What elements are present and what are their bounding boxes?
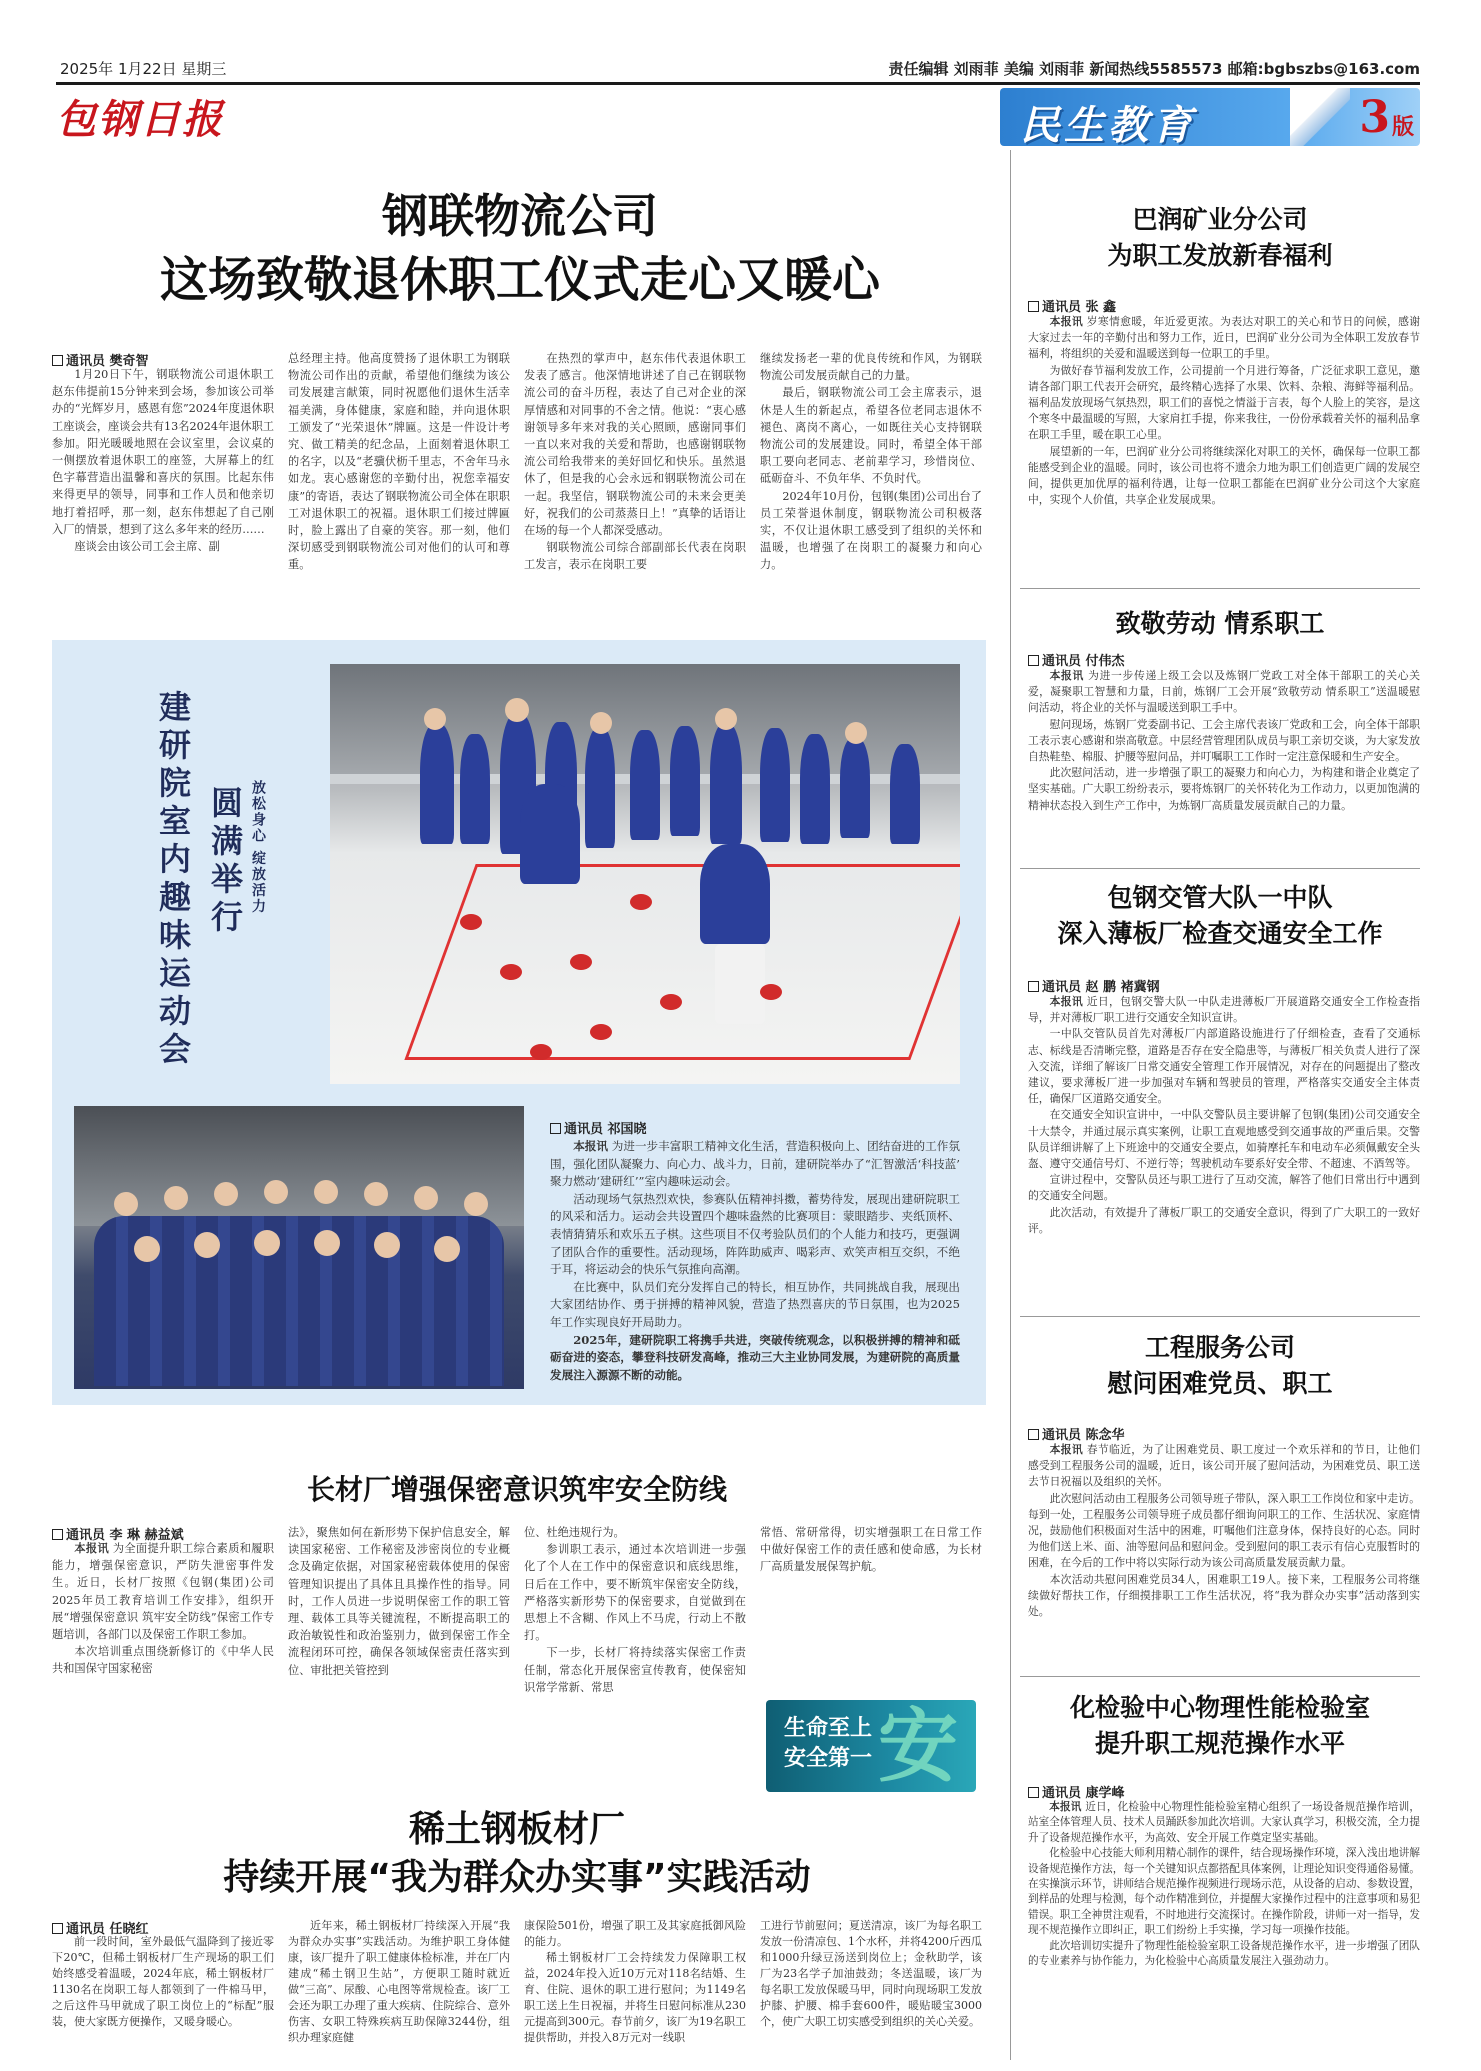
paragraph: 近年来，稀土钢板材厂持续深入开展“我为群众办实事”实践活动。为维护职工身体健康，该厂提升了职工健康体检标准，并在厂内建成“稀土钢卫生站”，方便职工随时就近做“三高”、尿酸、心电图等常规检查。该厂工会还为职工办理了重大疾病、住院综合、意外伤害、女职工特殊疾病互助保障3244份，组织办理家庭健 xyxy=(288,1919,510,2044)
photo-head xyxy=(264,1180,288,1204)
photo-head xyxy=(214,1182,238,1206)
article1-title-line2: 这场致敬退休职工仪式走心又暖心 xyxy=(159,252,880,308)
right1-body xyxy=(1028,314,1420,508)
photo-toy xyxy=(500,964,522,980)
header-rule xyxy=(56,82,1420,85)
article1-col1 xyxy=(52,366,274,555)
paragraph-text: 近日，化检验中心物理性能检验室精心组织了一场设备规范操作培训，站室全体管理人员、技术人员踊跃参加此次培训。大家认真学习，积极交流，全力提升了设备规范操作水平，为高效、安全开展工作奠定坚实基础。 xyxy=(1028,1801,1421,1844)
right2-body xyxy=(1028,668,1420,814)
photo-person xyxy=(420,724,454,844)
divider xyxy=(1020,868,1420,869)
secrecy-title: 长材厂增强保密意识筑牢安全防线 xyxy=(306,1473,727,1506)
lead-tag: 本报讯 xyxy=(74,1542,109,1555)
paragraph: 此次培训切实提升了物理性能检验室职工设备规范操作水平，进一步增强了团队的专业素养与协作能力，为化检验中心高质量发展注入强劲动力。 xyxy=(1028,1939,1420,1968)
photo-person xyxy=(710,724,742,844)
article1-title xyxy=(60,186,980,310)
right4-title-line1: 工程服务公司 xyxy=(1144,1333,1295,1362)
newspaper-logo: 包钢日报 xyxy=(56,96,224,143)
paragraph: 此次慰问活动，进一步增强了职工的凝聚力和向心力，为构建和谐企业奠定了坚实基础。广大职工纷纷表示，要将炼钢厂的关怀转化为工作动力，以更加饱满的精神状态投入到生产工作中，为炼钢厂高质量发展贡献自己的力量。 xyxy=(1028,766,1420,812)
rare-title-line2: 持续开展“我为群众办实事”实践活动 xyxy=(223,1857,811,1898)
paragraph: 总经理主持。他高度赞扬了退休职工为钢联物流公司作出的贡献，希望他们继续为该公司发展建言献策，同时祝愿他们退休生活幸福美满，身体健康，家庭和睦，并向退休职工颁发了“光荣退休”牌匾。这是一件设计考究、做工精美的纪念品，上面刻着退休职工的名字，以及“老骥伏枥千里志，不舍年马永如龙。衷心感谢您的辛勤付出，祝您幸福安康”的寄语，表达了钢联物流公司全体在职职工对退休职工的祝福。退休职工们接过牌匾时，脸上露出了自豪的笑容。那一刻，他们深切感受到钢联物流公司对他们的认可和尊重。 xyxy=(288,352,510,572)
paragraph: 宣讲过程中，交警队员还与职工进行了互动交流，解答了他们日常出行中遇到的交通安全问题。 xyxy=(1028,1173,1420,1203)
article1-col3 xyxy=(524,350,746,574)
photo-head xyxy=(374,1232,400,1258)
article1-col4 xyxy=(760,350,982,574)
photo-head xyxy=(434,1236,460,1262)
photo-toy xyxy=(630,894,652,910)
feature-subtitle: 放松身心 绽放活力 xyxy=(250,780,266,915)
right4-title xyxy=(1020,1330,1420,1402)
right3-title-line2: 深入薄板厂检查交通安全工作 xyxy=(1057,919,1383,948)
lead-tag: 本报讯 xyxy=(1049,995,1083,1008)
paragraph: 座谈会由该公司工会主席、副 xyxy=(74,540,220,554)
photo-toy xyxy=(530,1044,552,1060)
paragraph: 参训职工表示，通过本次培训进一步强化了个人在工作中的保密意识和底线思维，日后在工作中，要不断筑牢保密安全防线，严格落实新形势下的保密要求，自觉做到在思想上不含糊、作风上不马虎，行动上不散打。 xyxy=(524,1543,746,1643)
rare-col4 xyxy=(760,1918,982,2030)
group-photo-background xyxy=(74,1106,524,1226)
column-separator xyxy=(1010,150,1011,2060)
rare-col1 xyxy=(52,1934,274,2030)
secrecy-byline: 通讯员 李 琳 赫益斌 xyxy=(52,1524,184,1543)
photo-player-pants xyxy=(715,944,765,1024)
paragraph: 法》，聚焦如何在新形势下保护信息安全，解读国家秘密、工作秘密及涉密岗位的专业概念及确定依据，对国家秘密载体使用的保密管理知识提出了具体且具操作性的指导。同时，工作人员进一步说明保密工作的职工管理、载体工具等关键流程，不断提高职工的政治敏锐性和政治鉴别力，做到保密工作全流程闭环可控，确保各领域保密责任落实到位、审批把关管控到 xyxy=(288,1526,510,1677)
issue-date: 2025年 1月22日 星期三 xyxy=(60,60,227,78)
paragraph: 2024年10月份，包钢(集团)公司出台了员工荣誉退休制度，钢联物流公司积极落实，不仅让退休职工感受到了组织的关怀和温暖，也增强了在岗职工的凝聚力和向心力。 xyxy=(760,489,982,572)
article1-col2 xyxy=(288,350,510,574)
photo-head xyxy=(590,712,612,734)
safety-big-char: 安 xyxy=(878,1700,958,1792)
feature-body xyxy=(550,1138,960,1384)
paragraph-text: 春节临近，为了让困难党员、职工度过一个欢乐祥和的节日，让他们感受到工程服务公司的温暖，近日，该公司开展了慰问活动，为困难党员、职工送去节日祝福以及组织的关怀。 xyxy=(1028,1443,1421,1489)
paragraph: 2025年，建研院职工将携手共进，突破传统观念，以积极拼搏的精神和砥砺奋进的姿态，攀登科技研发高峰，推动三大主业协同发展，为建研院的高质量发展注入源源不断的动能。 xyxy=(550,1332,960,1382)
lead-tag: 本报讯 xyxy=(1049,1443,1083,1456)
right3-title xyxy=(1020,880,1420,952)
lead-tag: 本报讯 xyxy=(1049,1801,1082,1813)
photo-head xyxy=(164,1186,188,1210)
rare-byline: 通讯员 任晓红 xyxy=(52,1918,149,1937)
photo-player xyxy=(520,784,580,884)
paragraph: 在比赛中，队员们充分发挥自己的特长，相互协作，共同挑战自我，展现出大家团结协作、勇于拼搏的精神风貌，营造了热烈喜庆的节日氛围，也为2025年工作实现良好开局助力。 xyxy=(550,1279,960,1329)
photo-toy xyxy=(570,954,592,970)
sports-event-photo xyxy=(330,664,960,1084)
rare-col3 xyxy=(524,1918,746,2046)
paragraph-text: 近日，包钢交警大队一中队走进薄板厂开展道路交通安全工作检查指导，并对薄板厂职工进行交通安全知识宣讲。 xyxy=(1028,995,1421,1025)
right1-title xyxy=(1020,202,1420,274)
paragraph: 在热烈的掌声中，赵东伟代表退休职工发表了感言。他深情地讲述了自己在钢联物流公司的奋斗历程，表达了自己对企业的深厚情感和对同事的不舍之情。他说：“衷心感谢领导多年来对我的关心照顾，感谢同事们一直以来对我的关爱和帮助，也感谢钢联物流公司给我带来的美好回忆和快乐。虽然退休了，但是我的心会永远和钢联物流公司在一起。我坚信，钢联物流公司的未来会更美好，祝我们的公司蒸蒸日上！”真挚的话语让在场的每一个人都深受感动。 xyxy=(524,352,746,538)
photo-person xyxy=(760,728,790,842)
secrecy-col3 xyxy=(524,1524,746,1696)
feature-vertical-title xyxy=(148,690,288,1120)
lead-tag: 本报讯 xyxy=(1049,669,1084,682)
photo-head xyxy=(464,1192,488,1216)
feature-byline: 通讯员 祁国晓 xyxy=(550,1118,647,1137)
right4-byline: 通讯员 陈念华 xyxy=(1028,1424,1125,1443)
rare-title-line1: 稀土钢板材厂 xyxy=(408,1809,625,1850)
photo-person xyxy=(630,730,660,840)
photo-person xyxy=(800,734,830,844)
photo-head xyxy=(364,1182,388,1206)
photo-head xyxy=(424,708,446,730)
rare-earth-title xyxy=(52,1806,982,1902)
page-header-line xyxy=(60,58,1420,79)
right2-byline: 通讯员 付伟杰 xyxy=(1028,650,1125,669)
paragraph: 康保险501份，增强了职工及其家庭抵御风险的能力。 xyxy=(524,1919,746,1948)
paragraph: 此次慰问活动由工程服务公司领导班子带队，深入职工工作岗位和家中走访。每到一处，工程服务公司领导班子成员都仔细询问职工的工作、生活状况、家庭情况，鼓励他们积极面对生活中的困难，叮嘱他们注意身体，保持良好的心态。同时为他们送上米、面、油等慰问品和慰问金。受到慰问的职工表示有信心克服暂时的困难，在今后的工作中将以实际行动为该公司高质量发展贡献力量。 xyxy=(1028,1491,1420,1570)
photo-person xyxy=(890,744,920,844)
secrecy-col4 xyxy=(760,1524,982,1576)
right4-title-line2: 慰问困难党员、职工 xyxy=(1107,1369,1333,1398)
photo-toy xyxy=(460,914,482,930)
photo-person xyxy=(585,728,615,848)
photo-toy xyxy=(660,994,682,1010)
photo-person xyxy=(670,726,700,836)
rare-col2 xyxy=(288,1918,510,2046)
right5-byline: 通讯员 康学峰 xyxy=(1028,1782,1125,1801)
divider xyxy=(1020,1316,1420,1317)
paragraph: 稀土钢板材厂工会持续发力保障职工权益，2024年投入近10万元对118名结婚、生育、住院、退休的职工进行慰问；为1149名职工送上生日祝福，并将生日慰问标准从230元提高到300元。春节前夕，该厂为19名职工提供帮助，并投入8万元对一线职 xyxy=(524,1951,746,2044)
photo-head xyxy=(715,708,737,730)
paragraph: 1月20日下午，钢联物流公司退休职工赵东伟提前15分钟来到会场，参加该公司举办的“光辉岁月，感恩有您”2024年度退休职工座谈会，座谈会共有13名2024年退休职工参加。阳光暖暖地照在会议室里，会议桌的一侧摆放着退休职工的座签，大屏幕上的红色字幕营造出温馨和喜庆的氛围。比起东伟来得更早的领导，同事和工作人员和他亲切地打着招呼，那一刻，赵东伟想起了自己刚入厂的情景，想到了这么多年来的经历…… xyxy=(52,368,274,536)
secrecy-col2 xyxy=(288,1524,510,1679)
right5-title-line1: 化检验中心物理性能检验室 xyxy=(1069,1693,1370,1722)
article1-byline: 通讯员 樊奇智 xyxy=(52,350,149,369)
photo-person xyxy=(460,734,490,844)
paragraph: 前一段时间，室外最低气温降到了接近零下20℃，但稀土钢板材厂生产现场的职工们始终感受着温暖，2024年底，稀土钢板材厂1130名在岗职工每人都领到了一件棉马甲，之后这件马甲就成了职工岗位上的“标配”服装，使大家既方便操作，又暖身暖心。 xyxy=(52,1935,274,2028)
paragraph: 在交通安全知识宣讲中，一中队交警队员主要讲解了包钢(集团)公司交通安全十大禁令，并通过展示真实案例，让职工直观地感受到交通事故的严重后果。交警队员详细讲解了上下班途中的交通安全要点，如骑摩托车和电动车必须佩戴安全头盔、遵守交通信号灯、不逆行等；驾驶机动车要系好安全带、不超速、不酒驾等。 xyxy=(1028,1108,1420,1171)
right5-title-line2: 提升职工规范操作水平 xyxy=(1094,1729,1345,1758)
right2-title: 致敬劳动 情系职工 xyxy=(1115,609,1325,638)
page-curl-decoration xyxy=(1290,88,1350,146)
photo-red-lane xyxy=(404,864,960,1060)
photo-head xyxy=(254,1230,280,1256)
paragraph: 位、杜绝违规行为。 xyxy=(524,1526,625,1539)
paragraph: 展望新的一年，巴润矿业分公司将继续深化对职工的关怀，确保每一位职工都能感受到企业的温暖。同时，该公司也将不遗余力地为职工们创造更广阔的发展空间，提供更加优厚的福利待遇，让每一位职工都能在巴润矿业分公司这个大家庭中，实现个人价值，共享企业发展成果。 xyxy=(1028,444,1420,507)
paragraph: 工进行节前慰问；夏送清凉，该厂为每名职工发放一份清凉包、1个水杯，并将4200斤西瓜和1000升绿豆汤送到岗位上；金秋助学，该厂为23名学子加油鼓劲；冬送温暖，该厂为每名职工发放保暖马甲，同时向现场职工发放护膝、护腰、棉手套600件，暖贴暖宝3000个，使广大职工切实感受到组织的关心关爱。 xyxy=(760,1919,982,2028)
paragraph: 活动现场气氛热烈欢快，参赛队伍精神抖擞，蓄势待发，展现出建研院职工的风采和活力。运动会共设置四个趣味盎然的比赛项目：蒙眼踏步、夹纸顶杯、表情猜猜乐和欢乐五子棋。这些项目不仅考验队员们的个人能力和技巧，更强调了团队合作的重要性。活动现场，阵阵助威声、喝彩声、欢笑声相互交织，不绝于耳，将运动会的快乐气氛推向高潮。 xyxy=(550,1191,960,1277)
paragraph-text: 为进一步丰富职工精神文化生活，营造积极向上、团结奋进的工作氛围，强化团队凝聚力、向心力、战斗力，日前，建研院举办了“汇智激活‘科技蓝’ 聚力燃动‘建研红’”室内趣味运动会。 xyxy=(550,1139,960,1189)
section-banner xyxy=(1000,88,1420,146)
photo-toy xyxy=(590,1024,612,1040)
paragraph: 本次活动共慰问困难党员34人，困难职工19人。接下来，工程服务公司将继续做好帮扶工作，仔细摸排职工工作生活状况，将“我为群众办实事”活动落到实处。 xyxy=(1028,1572,1420,1619)
photo-head xyxy=(314,1180,338,1204)
paragraph: 最后，钢联物流公司工会主席表示，退休是人生的新起点，希望各位老同志退休不褪色、离岗不离心，一如既往关心支持钢联物流公司的发展建设。同时，希望全体干部职工要向老同志、老前辈学习，珍惜岗位、砥砺奋斗、不负年华、不负时代。 xyxy=(760,386,982,486)
photo-head xyxy=(194,1232,220,1258)
page-unit: 版 xyxy=(1391,115,1414,140)
right1-title-line1: 巴润矿业分公司 xyxy=(1132,205,1308,234)
photo-head xyxy=(134,1236,160,1262)
article1-title-line1: 钢联物流公司 xyxy=(382,189,658,243)
paragraph: 本次培训重点围绕新修订的《中华人民共和国保守国家秘密 xyxy=(52,1645,274,1676)
lead-tag: 本报讯 xyxy=(573,1139,609,1153)
divider xyxy=(1020,588,1420,589)
editor-info: 责任编辑 刘雨菲 美编 刘雨菲 新闻热线5585573 邮箱:bgbszbs@163.com xyxy=(888,60,1420,78)
paragraph: 慰问现场，炼钢厂党委副书记、工会主席代表该厂党政和工会，向全体干部职工表示衷心感谢和崇高敬意。中层经营管理团队成员与职工亲切交谈，为大家发放自热鞋垫、棉服、护腰等慰问品，并叮嘱职工工作时一定注意保暖和生产安全。 xyxy=(1028,717,1420,764)
paragraph-text: 岁寒情愈暖，年近爱更浓。为表达对职工的关心和节日的问候，感谢大家过去一年的辛勤付出和努力工作，近日，巴润矿业分公司为全体职工发放春节福利，将组织的关爱和温暖送到每一位职工的手里。 xyxy=(1028,315,1421,361)
safety-line2: 安全第一 xyxy=(784,1746,873,1771)
group-photo xyxy=(74,1106,524,1389)
photo-person xyxy=(840,738,870,838)
photo-head xyxy=(114,1192,138,1216)
right5-body xyxy=(1028,1800,1420,1969)
right4-body xyxy=(1028,1442,1420,1620)
photo-head xyxy=(414,1186,438,1210)
right1-byline: 通讯员 张 鑫 xyxy=(1028,296,1116,315)
paragraph: 化检验中心技能大师利用精心制作的课件，结合现场操作环境，深入浅出地讲解设备规范操作方法，每一个关键知识点都搭配具体案例，让理论知识变得通俗易懂。在实操演示环节，讲师结合规范操作视频进行现场示范，从设备的启动、参数设置，到样品的处理与检测，每个动作精准到位，并提醒大家操作过程中的注意事项和易犯错误。职工全神贯注观看，不时地进行交流探讨。在操作阶段，讲师一对一指导，发现不规范操作立即纠正，职工们纷纷上手实操，学习每一项操作技能。 xyxy=(1028,1847,1420,1937)
safety-slogan-badge xyxy=(766,1700,976,1792)
photo-player xyxy=(700,844,770,944)
safety-slogan-text xyxy=(784,1714,872,1774)
right3-title-line1: 包钢交管大队一中队 xyxy=(1107,883,1333,912)
paragraph: 一中队交管队员首先对薄板厂内部道路设施进行了仔细检查，查看了交通标志、标线是否清晰完整，道路是否存在安全隐患等，与薄板厂相关负责人进行了深入交流，详细了解该厂日常交通安全管理工作开展情况，对存在的问题提出了整改建议，要求薄板厂进一步加强对车辆和驾驶员的管理，严格落实交通安全主体责任，确保厂区道路交通安全。 xyxy=(1028,1027,1420,1106)
paragraph: 继续发扬老一辈的优良传统和作风，为钢联物流公司发展贡献自己的力量。 xyxy=(760,352,982,383)
paragraph-text: 为进一步传递上级工会以及炼钢厂党政工对全体干部职工的关心关爱，凝聚职工智慧和力量，日前，炼钢厂工会开展“致敬劳动 情系职工”送温暖慰问活动，将企业的关怀与温暖送到职工手中。 xyxy=(1028,669,1421,715)
lead-tag: 本报讯 xyxy=(1049,315,1083,328)
divider xyxy=(1020,1676,1420,1677)
paragraph: 下一步，长材厂将持续落实保密工作责任制，常态化开展保密宣传教育，使保密知识常学常新、常思 xyxy=(524,1646,746,1694)
right1-title-line2: 为职工发放新春福利 xyxy=(1107,241,1333,270)
photo-head xyxy=(505,698,529,722)
photo-toy xyxy=(760,984,782,1000)
paragraph: 为做好春节福利发放工作，公司提前一个月进行筹备，广泛征求职工意见，邀请各部门职工代表开会研究，最终精心选择了水果、饮料、杂粮、海鲜等福利品。福利品发放现场气氛热烈，职工们的喜悦之情溢于言表，每个人脸上的笑容，是这个寒冬中最温暖的写照，大家肩扛手提，你来我往，一份份承载着关怀的福利品拿在职工手里，暖在职工心里。 xyxy=(1028,363,1420,442)
section-name: 民生教育 xyxy=(1020,102,1196,146)
photo-head xyxy=(845,722,867,744)
safety-line1: 生命至上 xyxy=(784,1716,873,1741)
feature-title-b: 圆满举行 xyxy=(206,786,244,938)
right3-byline: 通讯员 赵 鹏 褚冀钢 xyxy=(1028,976,1160,995)
page-number: 3 xyxy=(1359,92,1390,143)
right5-title xyxy=(1020,1690,1420,1762)
paragraph: 钢联物流公司综合部副部长代表在岗职工发言，表示在岗职工要 xyxy=(524,541,746,572)
photo-head xyxy=(314,1230,340,1256)
paragraph: 此次活动，有效提升了薄板厂职工的交通安全意识，得到了广大职工的一致好评。 xyxy=(1028,1205,1420,1235)
paragraph-text: 为全面提升职工综合素质和履职能力，增强保密意识，严防失泄密事件发生。近日，长材厂按照《包钢(集团)公司2025年员工教育培训工作安排》，组织开展“增强保密意识 筑牢安全防线”保密工作专题培训，各部门以及保密工作职工参加。 xyxy=(52,1542,274,1642)
paragraph: 常悟、常研常得，切实增强职工在日常工作中做好保密工作的责任感和使命感，为长材厂高质量发展保驾护航。 xyxy=(760,1526,982,1574)
right3-body xyxy=(1028,994,1420,1237)
secrecy-col1 xyxy=(52,1540,274,1678)
feature-title-a: 建研院室内趣味运动会 xyxy=(154,690,192,1070)
